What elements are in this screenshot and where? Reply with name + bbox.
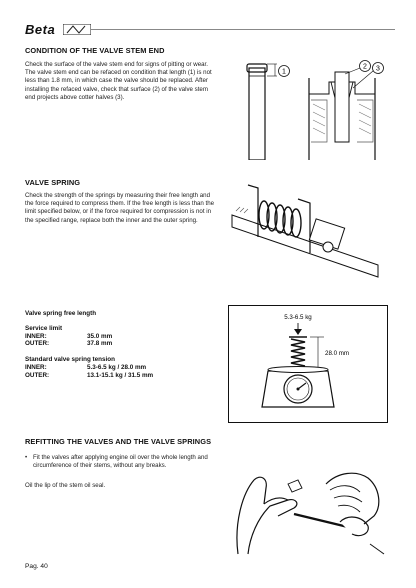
free-length-title: Valve spring free length — [25, 310, 97, 317]
valve-oiling-figure — [228, 444, 388, 556]
tension-outer-row — [25, 372, 153, 380]
section-title-valve-spring: VALVE SPRING — [25, 178, 81, 187]
tension-outer-value: 13.1-15.1 kg / 31.5 mm — [87, 371, 154, 379]
brand-logo: Beta — [25, 22, 56, 37]
valve-spring-text: Check the strength of the springs by measuring their free length and the force required to compress them. If the free length is less than the limit specified below, or if the force required for compression is not in the specified range, replace both the inner and the outer spring. — [25, 192, 215, 224]
header-rule — [91, 28, 395, 31]
callout-2: 2 — [363, 63, 367, 71]
section-title-refitting: REFITTING THE VALVES AND THE VALVE SPRINGS — [25, 437, 212, 446]
service-limit-outer-row — [25, 340, 153, 348]
bullet-icon: • — [25, 454, 28, 461]
valve-stem-length-figure — [235, 60, 295, 160]
service-limit-inner-value: 35.0 mm — [87, 332, 113, 340]
refitting-bullet — [25, 454, 223, 470]
tension-outer-label: OUTER: — [25, 371, 50, 379]
refitting-bullet-text: Fit the valves after applying engine oil over the whole length and circumference of their stems, without any breaks. — [33, 454, 208, 470]
callout-3: 3 — [376, 65, 380, 73]
tension-inner-value: 5.3-6.5 kg / 28.0 mm — [87, 363, 147, 371]
tension-inner-label: INNER: — [25, 363, 47, 371]
valve-stem-end-text: Check the surface of the valve stem end for signs of pitting or wear. The valve stem end can be refaced on condition that length (1) is not less than 1.8 mm, in which case the valve should be replaced. After installing the refaced valve, check that surface (2) of the valve stem end projects above cotter halves (3). — [25, 61, 212, 101]
tension-inner-row — [25, 364, 153, 372]
service-limit-outer-value: 37.8 mm — [87, 340, 113, 348]
header-logo — [25, 22, 395, 38]
page-number: Pag. 40 — [25, 563, 48, 570]
length-label: 28.0 mm — [325, 350, 350, 357]
spring-specs — [25, 310, 153, 380]
logo-emblem-icon — [63, 24, 91, 35]
caliper-spring-figure — [228, 175, 388, 285]
service-limit-inner-label: INNER: — [25, 332, 47, 340]
service-limit-title: Service limit — [25, 324, 63, 332]
section-title-valve-stem-end: CONDITION OF THE VALVE STEM END — [25, 46, 165, 55]
callout-1: 1 — [282, 68, 286, 76]
service-limit-outer-label: OUTER: — [25, 340, 50, 348]
valve-cotter-figure — [305, 58, 385, 163]
force-label: 5.3-6.5 kg — [284, 314, 312, 321]
service-limit-inner-row — [25, 333, 153, 341]
spring-tension-figure — [228, 305, 388, 423]
tension-title: Standard valve spring tension — [25, 356, 115, 364]
refitting-text: Oil the lip of the stem oil seal. — [25, 482, 106, 489]
